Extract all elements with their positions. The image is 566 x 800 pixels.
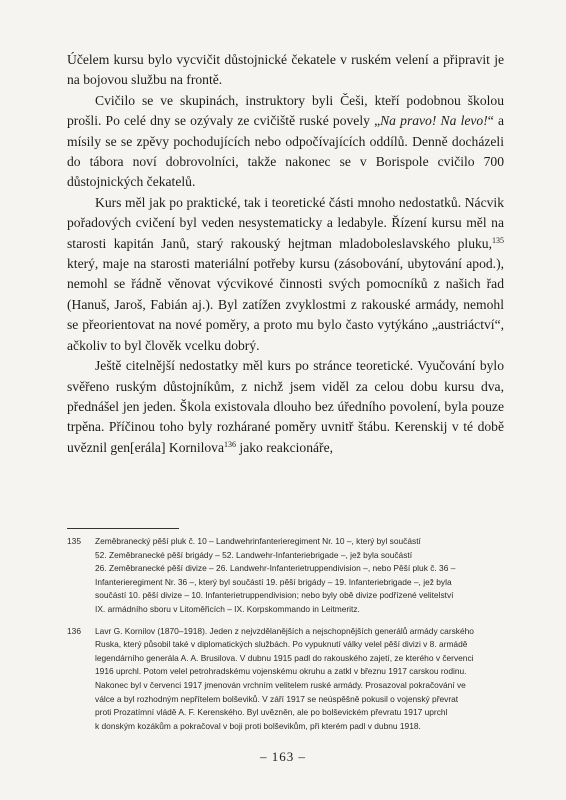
paragraph [67, 356, 504, 458]
text-run: Kurs měl jak po praktické, tak i teoretické části mnoho nedostatků. Nácvik pořadových cvičení byl veden nesystematicky a ledabyle. Řízení kursu měl na starosti kapitán Janů, starý rakouský hejtman mladoboleslavského pluku, [67, 194, 504, 251]
text-run: “ a mísily se se zpěvy pochodujících nebo odpočívajících oddílů. Denně docházeli do tábora noví dobrovolníci, takže nakonec se v Borispole cvičilo 700 důstojnických čekatelů. [67, 113, 505, 190]
footnote [67, 625, 504, 734]
footnote-number: 135 [67, 536, 81, 546]
paragraph [67, 50, 504, 91]
text-run: Cvičilo se ve skupinách, instruktory byli Češi, kteří podobnou školou prošli. Po celé dny se ozývaly ze cvičiště ruské povely „ [67, 92, 504, 129]
footnote-reference: 136 [224, 439, 237, 449]
footnote-reference: 135 [492, 235, 504, 245]
paragraph [67, 91, 504, 193]
paragraph [67, 193, 504, 356]
text-run: jako reakcionáře, [236, 439, 334, 455]
page-number: – 163 – [260, 749, 306, 764]
text-run: Ještě citelnější nedostatky měl kurs po stránce teoretické. Vyučování bylo svěřeno ruským důstojníkům, z nichž jsem viděl za celou dobu kursu dva, přednášel jen jeden. Škola existovala dlouho bez úředního povolení, byla pouze trpěna. Příčinou toho byly rozhárané poměry uvnitř štábu. Kerenskij v té době uvěznil gen[erála] Kornilova [67, 358, 504, 455]
footnotes [67, 535, 504, 741]
italic-text: Na pravo! Na levo! [380, 113, 488, 129]
main-text [67, 50, 504, 458]
footnote-number: 136 [67, 625, 81, 636]
footnote-text: Lavr G. Kornilov (1870–1918). Jeden z nejvzdělanějších a nejschopnějších generálů armády carského Ruska, který působil také v diplomatických službách. Po vypuknutí války velel pěší divizi v 8. armádě legendárního generála A. A. Brusilova. V dubnu 1915 padl do rakouského zajetí, ze kterého v červenci 1916 uprchl. Potom velel petrohradskému vojenskému okruhu a zatkl v březnu 1917 carskou rodinu. Nakonec byl v červenci 1917 jmenován vrchním velitelem ruské armády. Prosazoval pokračování ve válce a byl rozhodným nepřítelem bolševiků. V září 1917 se neúspěšně pokusil o vojenský převrat proti Prozatímní vládě A. F. Kerenského. Byl uvězněn, ale po bolševickém převratu 1917 uprchl k donským kozákům a pokračoval v boji proti bolševikům, při kterém padl v dubnu 1918. [95, 625, 474, 731]
footnote [67, 535, 504, 617]
text-run: Účelem kursu bylo vycvičit důstojnické čekatele v ruském velení a připravit je na bojovou službu na frontě. [67, 52, 504, 88]
footnote-text: Zeměbranecký pěší pluk č. 10 – Landwehrinfanterieregiment Nr. 10 –, který byl součástí 52. Zeměbranecké pěší brigády – 52. Landwehr-Infanteriebrigade –, jež byla součástí 26. Zeměbranecké pěší divize – 26. Landwehr-Infanterietruppendivision –, nebo Pěší pluk č. 36 – Infanterieregiment Nr. 36 –, který byl součástí 19. pěší brigády – 19. Infanteriebrigade –, jež byla součástí 10. pěší divize – 10. Infanterietruppendivision; nebo byly obě divize podřízené velitelství IX. armádního sboru v Litoměřicích – IX. Korpskommando in Leitmeritz. [95, 536, 456, 614]
footnote-separator [67, 528, 179, 529]
text-run: který, maje na starosti materiální potřeby kursu (zásobování, ubytování apod.), nemohl se řádně věnovat výcvikové činnosti svých pomocníků z našich řad (Hanuš, Jaroš, Fabián aj.). Byl zatížen zvyklostmi z rakouské armády, nemohl se přeorientovat na nové poměry, a proto mu bylo často vytýkáno „austriáctví“, ačkoliv to byl člověk vcelku dobrý. [67, 256, 504, 353]
